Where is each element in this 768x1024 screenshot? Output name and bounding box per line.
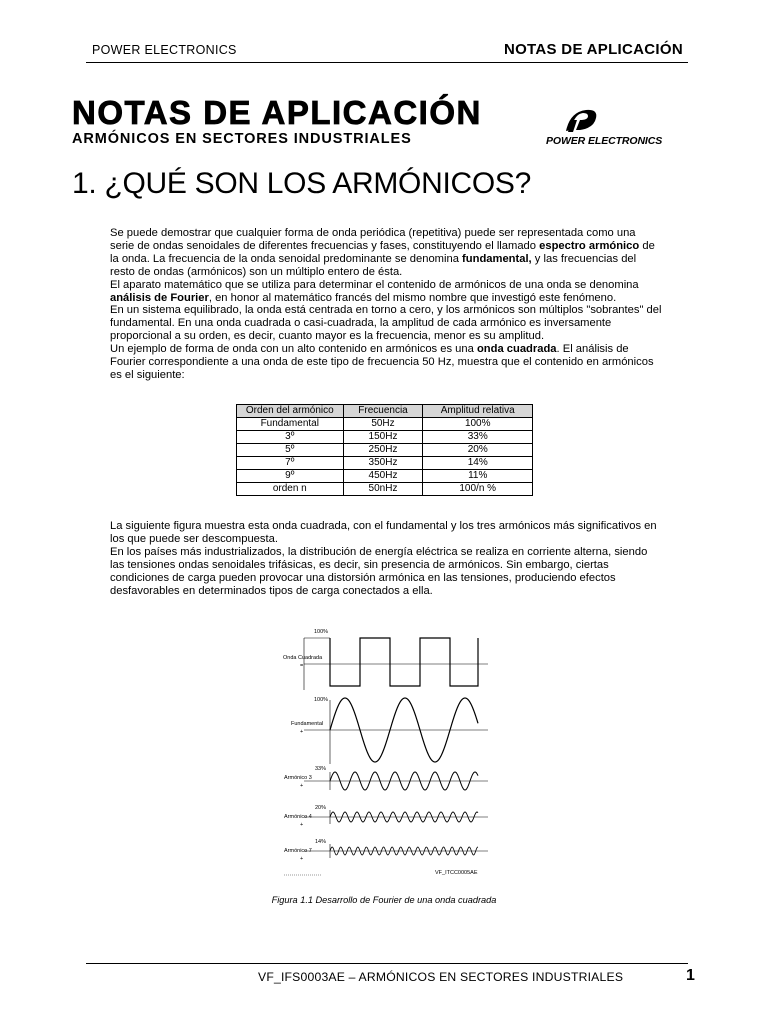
table-cell: 350Hz bbox=[343, 457, 423, 470]
logo-wordmark: POWER ELECTRONICS bbox=[546, 135, 663, 147]
h7-label: Armónico 7 bbox=[284, 848, 312, 854]
table-row bbox=[237, 470, 533, 483]
table-cell: 3º bbox=[237, 431, 344, 444]
page-title: NOTAS DE APLICACIÓN bbox=[72, 94, 482, 131]
h4-label: Armónico 4 bbox=[284, 814, 312, 820]
paragraph: En un sistema equilibrado, la onda está centrada en torno a cero, y los armónicos son múltiplos "sobrantes" del fundamental. En una onda cuadrada o casi-cuadrada, la amplitud de cada armónico es inversamente proporcional a su orden, es decir, cuanto mayor es la frecuencia, menor es su amplitud. bbox=[110, 304, 662, 343]
body-text-intro bbox=[110, 227, 662, 382]
h4-sign: + bbox=[300, 822, 304, 828]
table-cell: 5º bbox=[237, 444, 344, 457]
page-number: 1 bbox=[686, 967, 695, 984]
power-electronics-logo bbox=[546, 108, 688, 150]
table-cell: orden n bbox=[237, 483, 344, 496]
footer-rule bbox=[86, 963, 688, 964]
h3-label: Armónico 3 bbox=[284, 775, 312, 781]
table-cell: Fundamental bbox=[237, 418, 344, 431]
table-row bbox=[237, 418, 533, 431]
paragraph: La siguiente figura muestra esta onda cuadrada, con el fundamental y los tres armónicos más significativos en los que puede ser descompuesta. bbox=[110, 520, 657, 545]
fundamental-pct: 100% bbox=[314, 697, 329, 703]
paragraph: Un ejemplo de forma de onda con un alto contenido en armónicos es una onda cuadrada. El análisis de Fourier correspondiente a una onda de este tipo de frecuencia 50 Hz, muestra que el contenido en armónicos es el siguiente: bbox=[110, 343, 654, 381]
fundamental-sign: + bbox=[300, 729, 304, 735]
harmonics-table bbox=[236, 404, 533, 496]
table-cell: 20% bbox=[423, 444, 533, 457]
table-cell: 450Hz bbox=[343, 470, 423, 483]
square-wave bbox=[330, 638, 478, 686]
header-right: NOTAS DE APLICACIÓN bbox=[503, 41, 683, 58]
square-sign: = bbox=[300, 663, 304, 669]
header-left: POWER ELECTRONICS bbox=[92, 43, 237, 57]
table-cell: 100/n % bbox=[423, 483, 533, 496]
column-header: Orden del armónico bbox=[237, 405, 344, 418]
table-cell: 250Hz bbox=[343, 444, 423, 457]
page-subtitle: ARMÓNICOS EN SECTORES INDUSTRIALES bbox=[72, 131, 412, 147]
table-row bbox=[237, 444, 533, 457]
paragraph: En los países más industrializados, la distribución de energía eléctrica se realiza en corriente alterna, siendo las tensiones ondas senoidales trifásicas, es decir, sin presencia de armónicos. Sin embargo, ciertas condiciones de carga pueden provocar una distorsión armónica en las tensiones, produciendo efectos desfavorables en determinados tipos de carga conectados a ella. bbox=[110, 545, 648, 597]
column-header: Frecuencia bbox=[343, 405, 423, 418]
h4-pct: 20% bbox=[315, 805, 327, 811]
table-cell: 33% bbox=[423, 431, 533, 444]
h7-pct: 14% bbox=[315, 839, 327, 845]
table-header-row bbox=[237, 405, 533, 418]
table-row bbox=[237, 431, 533, 444]
fourier-figure bbox=[260, 622, 500, 880]
table-cell: 9º bbox=[237, 470, 344, 483]
table-cell: 14% bbox=[423, 457, 533, 470]
figure-code: VF_ITCC0005AE bbox=[435, 870, 478, 876]
table-row bbox=[237, 457, 533, 470]
body-text-followup bbox=[110, 520, 662, 597]
square-pct: 100% bbox=[314, 629, 329, 635]
square-label: Onda Cuadrada bbox=[283, 655, 323, 661]
table-cell: 7º bbox=[237, 457, 344, 470]
paragraph: El aparato matemático que se utiliza para determinar el contenido de armónicos de una onda se denomina análisis de Fourier, en honor al matemático francés del mismo nombre que investigó este fenómeno. bbox=[110, 278, 639, 304]
table-cell: 150Hz bbox=[343, 431, 423, 444]
table-cell: 50Hz bbox=[343, 418, 423, 431]
fundamental-label: Fundamental bbox=[291, 721, 324, 727]
header-rule bbox=[86, 62, 688, 63]
table-cell: 100% bbox=[423, 418, 533, 431]
footer-text: VF_IFS0003AE – ARMÓNICOS EN SECTORES INDUSTRIALES bbox=[258, 970, 624, 984]
figure-caption: Figura 1.1 Desarrollo de Fourier de una onda cuadrada bbox=[271, 895, 497, 905]
table-cell: 11% bbox=[423, 470, 533, 483]
section-heading: 1. ¿QUÉ SON LOS ARMÓNICOS? bbox=[72, 167, 531, 200]
column-header: Amplitud relativa bbox=[423, 405, 533, 418]
h3-sign: + bbox=[300, 783, 304, 789]
paragraph: Se puede demostrar que cualquier forma de onda periódica (repetitiva) puede ser representada como una serie de ondas senoidales de diferentes frecuencias y fases, constituyendo el llamado espectro armónico de la onda. La frecuencia de la onda senoidal predominante se denomina fundamental, y las frecuencias del resto de ondas (armónicos) son un múltiplo entero de ésta. bbox=[110, 227, 655, 278]
table-cell: 50nHz bbox=[343, 483, 423, 496]
table-row bbox=[237, 483, 533, 496]
h3-pct: 33% bbox=[315, 766, 327, 772]
h7-sign: + bbox=[300, 856, 304, 862]
